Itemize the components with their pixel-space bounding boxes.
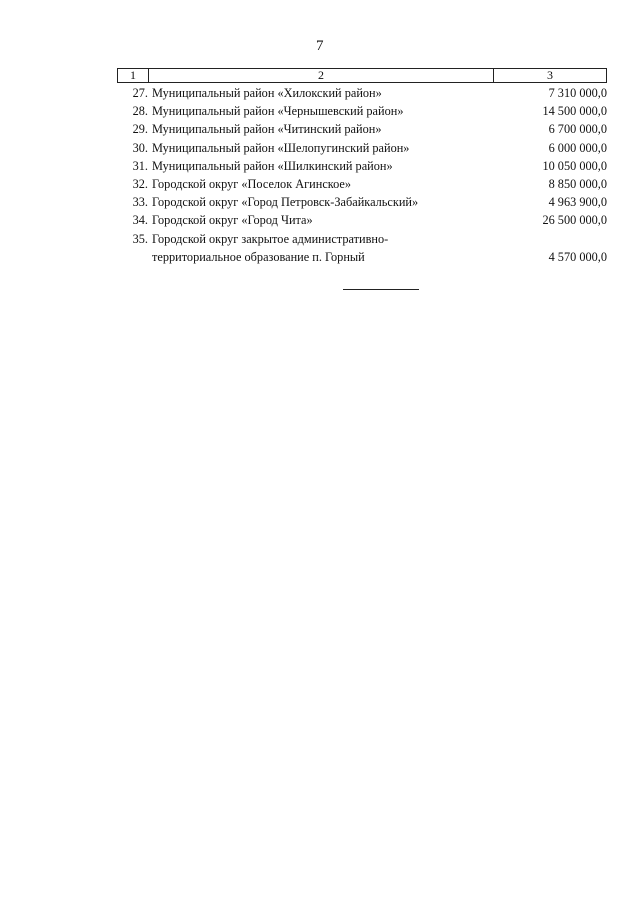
row-name: Городской округ «Город Петровск-Забайкальский» xyxy=(152,195,419,210)
row-name: Городской округ «Город Чита» xyxy=(152,213,313,228)
column-header-1: 1 xyxy=(118,69,149,82)
table-row xyxy=(117,157,607,175)
table-row xyxy=(117,211,607,229)
row-number: 28. xyxy=(132,104,148,119)
row-name: Муниципальный район «Шилкинский район» xyxy=(152,158,393,173)
table-row xyxy=(117,120,607,138)
row-value: 4 963 900,0 xyxy=(548,195,607,210)
row-name: Муниципальный район «Чернышевский район» xyxy=(152,104,404,119)
row-number: 30. xyxy=(132,140,148,155)
table-row xyxy=(117,139,607,157)
table-row xyxy=(117,230,607,266)
page-number: 7 xyxy=(316,38,324,54)
row-value: 6 700 000,0 xyxy=(548,122,607,137)
row-number: 27. xyxy=(132,86,148,100)
row-number: 35. xyxy=(132,231,148,246)
row-value: 26 500 000,0 xyxy=(542,213,607,228)
row-name: Муниципальный район «Читинский район» xyxy=(152,122,382,137)
row-name-line: территориальное образование п. Горный xyxy=(152,249,365,264)
row-name xyxy=(148,230,500,266)
table-header xyxy=(117,68,607,83)
table-row xyxy=(117,193,607,211)
row-number: 33. xyxy=(132,195,148,210)
row-value: 6 000 000,0 xyxy=(548,140,607,155)
row-name: Городской округ «Поселок Агинское» xyxy=(152,177,352,192)
row-number: 31. xyxy=(132,158,148,173)
row-value: 7 310 000,0 xyxy=(548,86,607,100)
table-row xyxy=(117,175,607,193)
row-name: Муниципальный район «Шелопугинский район» xyxy=(152,140,410,155)
table-body xyxy=(117,84,607,266)
row-name: Муниципальный район «Хилокский район» xyxy=(152,86,382,100)
row-value: 4 570 000,0 xyxy=(548,249,607,264)
row-number: 32. xyxy=(132,177,148,192)
end-of-table-rule xyxy=(343,289,419,290)
row-value: 14 500 000,0 xyxy=(542,104,607,119)
column-header-2: 2 xyxy=(149,69,494,82)
table-row xyxy=(117,84,607,102)
row-number: 34. xyxy=(132,213,148,228)
column-header-3: 3 xyxy=(547,68,553,82)
row-number: 29. xyxy=(132,122,148,137)
table-row xyxy=(117,102,607,120)
row-name-line: Городской округ закрытое административно- xyxy=(152,231,389,246)
row-value: 10 050 000,0 xyxy=(542,158,607,173)
row-value: 8 850 000,0 xyxy=(548,177,607,192)
